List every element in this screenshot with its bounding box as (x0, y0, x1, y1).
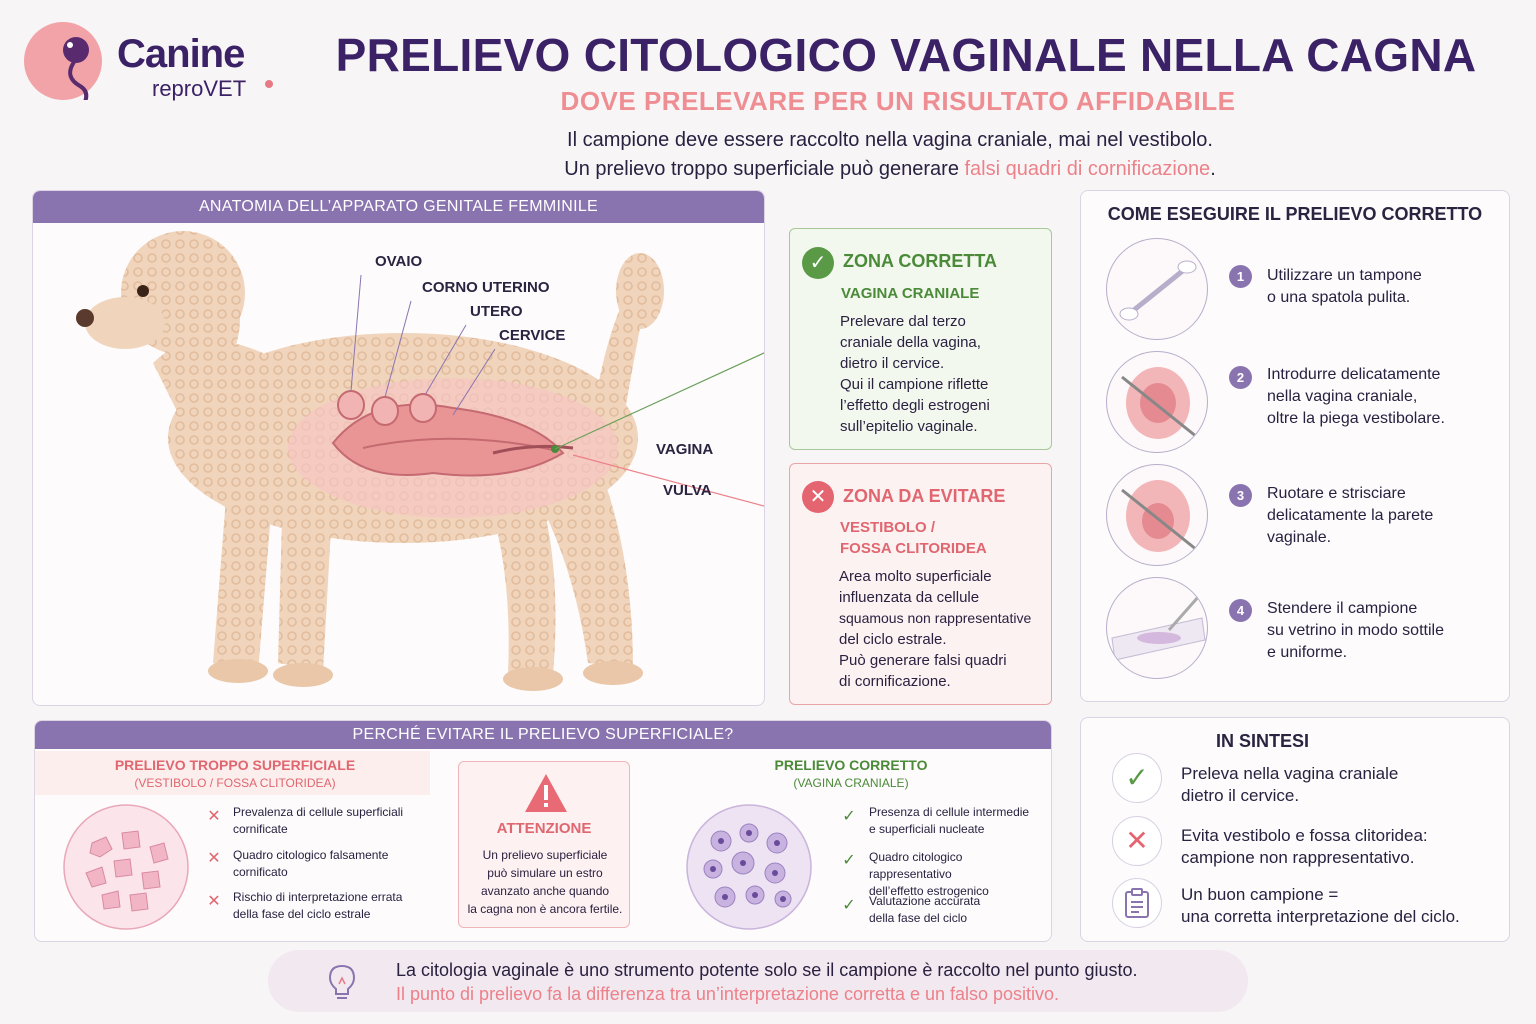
label-vulva: VULVA (663, 482, 712, 499)
dog-anatomy-illustration (33, 223, 765, 706)
bullet-line: Quadro citologico falsamente (233, 848, 389, 862)
summary-line: una corretta interpretazione del ciclo. (1181, 907, 1460, 926)
warning-line: può simulare un estro (487, 866, 603, 880)
step-line: oltre la piega vestibolare. (1267, 410, 1445, 427)
avoid-zone-sub (840, 517, 987, 559)
label-cervice: CERVICE (499, 327, 566, 344)
step-line: Ruotare e strisciare (1267, 485, 1406, 502)
step-line: su vetrino in modo sottile (1267, 622, 1444, 639)
rotation-icon (1107, 465, 1208, 566)
check-icon: ✓ (842, 897, 856, 914)
anatomy-panel-title: ANATOMIA DELL’APPARATO GENITALE FEMMINILE (33, 191, 764, 223)
bullet-line: Presenza di cellule intermedie (869, 805, 1030, 819)
correct-zone-line: Qui il campione riflette (840, 376, 989, 393)
bullet-line: della fase del ciclo (869, 911, 968, 925)
step-number: 3 (1229, 484, 1252, 507)
superficial-bullet-3 (233, 889, 408, 923)
step-number: 2 (1229, 366, 1252, 389)
check-icon: ✓ (842, 852, 856, 869)
warning-line: avanzato anche quando (480, 884, 610, 898)
dog-front-leg-right (278, 483, 333, 671)
summary-line: dietro il cervice. (1181, 786, 1300, 805)
step-line: Introdurre delicatamente (1267, 366, 1441, 383)
step-line: vaginale. (1267, 529, 1332, 546)
superficial-sub: (VESTIBOLO / FOSSA CLITORIDEA) (134, 776, 336, 790)
summary-line: campione non rappresentativo. (1181, 848, 1415, 867)
intro-line-2-start: Un prelievo troppo superficiale può generare (564, 158, 965, 180)
warning-triangle-icon (523, 772, 569, 814)
correct-zone-line: dietro il cervice. (840, 355, 945, 372)
label-utero: UTERO (470, 303, 523, 320)
brand-dot (265, 80, 273, 88)
label-ovaio: OVAIO (375, 253, 423, 270)
step-3-text (1267, 483, 1497, 549)
cross-icon: ✕ (207, 850, 221, 867)
steps-title: COME ESEGUIRE IL PRELIEVO CORRETTO (1107, 204, 1483, 224)
avoid-zone-title: ZONA DA EVITARE (843, 486, 1006, 506)
check-icon: ✓ (802, 247, 834, 279)
steps-panel (1080, 190, 1510, 702)
bullet-line: Valutazione accurata (869, 894, 981, 908)
why-panel-title: PERCHÉ EVITARE IL PRELIEVO SUPERFICIALE? (35, 721, 1051, 749)
step-1-text (1267, 265, 1497, 309)
superficial-bullet-1 (233, 804, 408, 838)
superficial-head: PRELIEVO TROPPO SUPERFICIALE (114, 757, 356, 773)
summary-title: IN SINTESI (1216, 731, 1310, 751)
step-number: 4 (1229, 599, 1252, 622)
avoid-zone-sub-2: FOSSA CLITORIDEA (840, 540, 987, 557)
warning-line: Un prelievo superficiale (482, 848, 608, 862)
correct-zone-title: ZONA CORRETTA (843, 251, 997, 271)
cornified-cells-micrograph (62, 803, 190, 931)
cross-icon: ✕ (802, 481, 834, 513)
step-line: delicatamente la parete (1267, 507, 1434, 524)
step-number: 1 (1229, 265, 1252, 288)
step-4-image (1106, 577, 1208, 679)
avoid-zone-text (839, 566, 1051, 692)
step-line: nella vagina craniale, (1267, 388, 1418, 405)
summary-line: Preleva nella vagina craniale (1181, 764, 1399, 783)
intro-line-1: Il campione deve essere raccolto nella vagina craniale, mai nel vestibolo. (567, 129, 1213, 151)
step-line: Utilizzare un tampone (1267, 267, 1422, 284)
cross-icon: ✕ (207, 893, 221, 910)
correct-sample-sub: (VAGINA CRANIALE) (793, 776, 909, 790)
summary-panel (1080, 717, 1510, 942)
footer-line-1: La citologia vaginale è uno strumento potente solo se il campione è raccolto nel punto giusto. (396, 960, 1138, 980)
why-panel (34, 720, 1052, 942)
summary-line: Un buon campione = (1181, 885, 1339, 904)
correct-sample-head: PRELIEVO CORRETTO (774, 757, 928, 773)
correct-zone-line: craniale della vagina, (840, 334, 981, 351)
check-icon: ✓ (1112, 753, 1162, 803)
page-subtitle: DOVE PRELEVARE PER UN RISULTATO AFFIDABILE (560, 86, 1236, 116)
bullet-line: della fase del ciclo estrale (233, 907, 371, 921)
brand-sub: reproVET (152, 76, 247, 101)
avoid-zone-sub-1: VESTIBOLO / (840, 519, 936, 536)
dog-ear (176, 263, 240, 373)
anatomy-panel (32, 190, 765, 706)
warning-line: la cagna non è ancora fertile. (467, 902, 623, 916)
correct-zone-line: l’effetto degli estrogeni (840, 397, 990, 414)
insertion-icon (1107, 352, 1208, 453)
avoid-zone-line: Può generare falsi quadri (839, 652, 1007, 669)
bullet-line: cornificato (233, 865, 288, 879)
brand-name: Canine (117, 32, 245, 76)
dog-muzzle (85, 297, 165, 349)
intro-line-2 (300, 155, 1480, 184)
summary-item-1 (1181, 763, 1491, 807)
correct-zone-text (840, 311, 990, 437)
label-vagina: VAGINA (656, 441, 714, 458)
correct-zone-line: Prelevare dal terzo (840, 313, 966, 330)
avoid-zone-line: Area molto superficiale (839, 568, 992, 585)
correct-zone-sub: VAGINA CRANIALE (841, 285, 980, 302)
swab-icon (1107, 239, 1208, 340)
avoid-zone-line: del ciclo estrale. (839, 631, 947, 648)
step-line: o una spatola pulita. (1267, 289, 1411, 306)
dog-eye (137, 285, 149, 297)
bullet-line: dell’effetto estrogenico (869, 884, 989, 898)
check-icon: ✓ (842, 808, 856, 825)
warning-text (463, 846, 627, 918)
footer-note (268, 950, 1248, 1012)
step-line: e uniforme. (1267, 644, 1348, 661)
clipboard-icon (1112, 878, 1162, 928)
step-line: Stendere il campione (1267, 600, 1418, 617)
superficial-bullet-2 (233, 847, 408, 881)
correct-bullet-1 (869, 804, 1044, 838)
ovary-shape (338, 391, 364, 419)
nucleated-cells-micrograph (685, 803, 813, 931)
summary-item-3 (1181, 884, 1491, 928)
sperm-logo-icon (24, 22, 102, 100)
summary-line: Evita vestibolo e fossa clitoridea: (1181, 826, 1428, 845)
cross-icon: ✕ (1112, 816, 1162, 866)
bullet-line: e superficiali nucleate (869, 822, 985, 836)
summary-item-2 (1181, 825, 1491, 869)
warning-box (458, 761, 630, 928)
bullet-line: Prevalenza di cellule superficiali (233, 805, 404, 819)
step-2-text (1267, 364, 1497, 430)
dog-nose (76, 309, 94, 327)
logo-mark (24, 22, 102, 100)
intro-line-2-end: . (1210, 158, 1216, 180)
step-3-image (1106, 464, 1208, 566)
avoid-zone-box (789, 463, 1052, 705)
step-2-image (1106, 351, 1208, 453)
label-corno-uterino: CORNO UTERINO (422, 279, 550, 296)
bullet-line: cornificate (233, 822, 288, 836)
bullet-line: Quadro citologico rappresentativo (869, 850, 963, 881)
correct-zone-box (789, 228, 1052, 450)
step-4-text (1267, 598, 1497, 664)
slide-smear-icon (1107, 578, 1208, 679)
avoid-zone-line: squamous non rappresentative (839, 610, 1032, 626)
bullet-line: Rischio di interpretazione errata (233, 890, 403, 904)
cross-icon: ✕ (207, 808, 221, 825)
avoid-zone-line: di cornificazione. (839, 673, 951, 690)
avoid-zone-line: influenzata da cellule (839, 589, 980, 606)
step-1-image (1106, 238, 1208, 340)
intro-highlight: falsi quadri di cornificazione (964, 158, 1211, 180)
correct-zone-line: sull’epitelio vaginale. (840, 418, 978, 435)
intro-text (300, 126, 1480, 184)
page-title: PRELIEVO CITOLOGICO VAGINALE NELLA CAGNA (335, 29, 1477, 81)
warning-title: ATTENZIONE (496, 820, 592, 837)
footer-line-2: Il punto di prelievo fa la differenza tra un’interpretazione corretta e un falso positivo. (396, 984, 1060, 1004)
lightbulb-icon (326, 962, 358, 1002)
correct-bullet-3 (869, 893, 1044, 927)
